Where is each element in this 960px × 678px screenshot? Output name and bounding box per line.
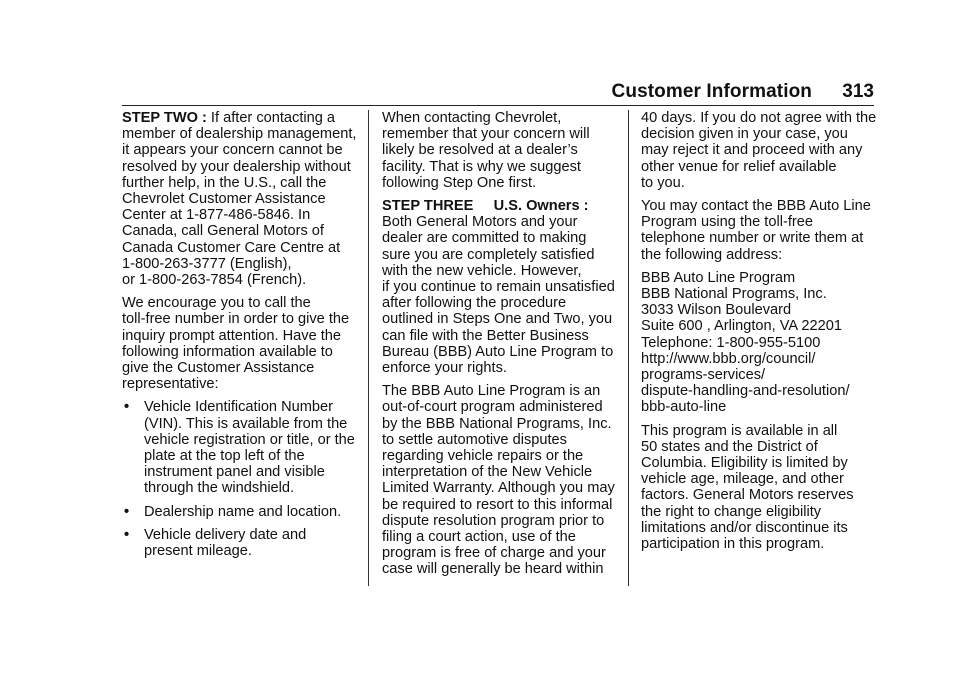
bbb-program-paragraph: The BBB Auto Line Program is an out-of-court program administered by the BBB National Programs, Inc. to settle automotive disputes regarding vehicle repairs or the interpretation of the New Vehicle Limited Warranty. Although you may be required to resort to this informal dispute resolution program prior to filing a court action, use of the program is free of charge and your case will generally be heard within [382, 383, 615, 578]
list-item: • Vehicle Identification Number (VIN). This is available from the vehicle registration or title, or the plate at the top left of the instrument panel and visible through the windshield. [124, 399, 355, 497]
encourage-paragraph: We encourage you to call the toll-free number in order to give the inquiry prompt attention. Have the following information available to give the Customer Assistance representative: [122, 295, 350, 393]
step-three-label: STEP THREE U.S. Owners : [382, 198, 589, 215]
bbb-address-block: BBB Auto Line Program BBB National Programs, Inc. 3033 Wilson Boulevard Suite 600 , Arlington, VA 22201 Telephone: 1-800-955-5100 http://www.bbb.org/council/ programs-services/ dispute-handling-and-resolution/ bbb-auto-line [641, 270, 877, 416]
header-divider [122, 105, 874, 106]
column-3 [641, 110, 877, 559]
bbb-url-line: http://www.bbb.org/council/ [641, 350, 816, 367]
contact-paragraph: When contacting Chevrolet, remember that your concern will likely be resolved at a dealer’s facility. That is why we suggest following Step One first. [382, 110, 590, 191]
column-divider-1 [368, 110, 369, 586]
availability-paragraph: This program is available in all 50 states and the District of Columbia. Eligibility is limited by vehicle age, mileage, and other factors. General Motors reserves the right to change eligibility limitations and/or discontinue its participation in this program. [641, 422, 854, 553]
step-two-paragraph: STEP TWO : If after contacting a member of dealership management, it appears your concern cannot be resolved by your dealership without further help, in the U.S., call the Chevrolet Customer Assistance Center at 1-877-486-5846. In Canada, call General Motors of Canada Customer Care Centre at 1-800-263-3777 (English), or 1-800-263-7854 (French). [122, 110, 357, 289]
decision-paragraph: 40 days. If you do not agree with the decision given in your case, you may reject it and proceed with any other venue for relief available to you. [641, 110, 877, 191]
bbb-url-line: dispute-handling-and-resolution/ [641, 383, 850, 400]
contact-bbb-paragraph: You may contact the BBB Auto Line Program using the toll-free telephone number or write them at the following address: [641, 198, 871, 263]
page-header [122, 81, 874, 107]
column-1 [122, 110, 358, 566]
step-three-paragraph: STEP THREE U.S. Owners : Both General Motors and your dealer are committed to making sure you are completely satisfied with the new vehicle. However, if you continue to remain unsatisfied after following the procedure outlined in Steps One and Two, you can file with the Better Business Bureau (BBB) Auto Line Program to enforce your rights. [382, 198, 615, 377]
page-number: 313 [842, 81, 874, 102]
bullet-icon: • [124, 503, 130, 520]
section-title: Customer Information [611, 81, 812, 102]
info-list [122, 399, 358, 559]
column-divider-2 [628, 110, 629, 586]
list-item: • Dealership name and location. [124, 503, 342, 520]
bullet-icon: • [124, 526, 130, 543]
bbb-url-line: bbb-auto-line [641, 399, 727, 416]
bullet-icon: • [124, 399, 130, 416]
bbb-url-line: programs-services/ [641, 367, 766, 384]
step-two-label: STEP TWO : [122, 110, 207, 126]
list-item: • Vehicle delivery date and present mileage. [124, 526, 307, 560]
bbb-phone: Telephone: 1-800-955-5100 [641, 334, 821, 351]
column-2 [382, 110, 618, 585]
